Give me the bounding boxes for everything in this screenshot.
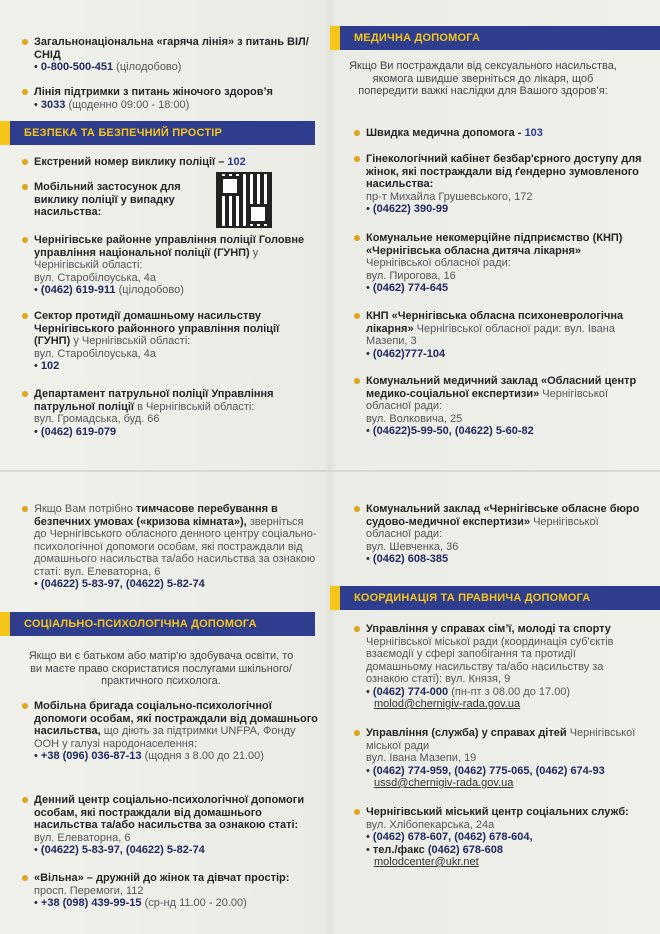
section-title: БЕЗПЕКА ТА БЕЗПЕЧНИЙ ПРОСТІР	[24, 127, 223, 139]
fax-number[interactable]: (0462) 678-608	[427, 843, 504, 856]
entry-title: Мобільна бригада соціально-психологічної допомоги особам, які постраждали від домашнього насильства,	[34, 700, 318, 737]
entry-title: Сектор протидії домашньому насильству Чернігівського районного управління поліції (ГУНП)	[34, 310, 280, 347]
bullet-icon	[354, 626, 360, 632]
ambulance-entry	[366, 127, 644, 140]
entry-title: Департамент патрульної поліції Управління патрульної поліції	[34, 388, 274, 413]
psychoneuro-hospital-entry: КНП «Чернігівська обласна психоневрологічна лікарня» Чернігівської обласної ради: вул. Івана Мазепи, 3 • (0462)777-104	[366, 310, 644, 360]
bullet-icon	[22, 159, 28, 165]
hours-note: (щоденно 09:00 - 18:00)	[68, 98, 190, 111]
entry-title: Управління у справах сім’ї, молоді та спорту	[366, 623, 611, 635]
forensic-bureau-entry: Комунальний заклад «Чернігівське обласне бюро судово-медичної експертизи» Чернігівської обласної ради: вул. Шевченка, 36 • (0462) 608-385	[366, 503, 644, 566]
entry-desc: Чернігівської обласної ради:	[366, 387, 608, 412]
email-link[interactable]: molod@chernigiv-rada.gov.ua	[374, 698, 521, 710]
mobile-brigade-entry: Мобільна бригада соціально-психологічної допомоги особам, які постраждали від домашнього насильства, що діють за підтримки UNFPA, Фонду ООН у галузі народонаселення: • +38 (096) 036-87-13 (щодня з 8.00 до 21.00)	[34, 700, 318, 763]
email-link[interactable]: molodcenter@ukr.net	[374, 856, 479, 868]
section-band-psych	[0, 612, 315, 636]
medical-expertise-entry: Комунальний медичний заклад «Обласний центр медико-соціальної експертизи» Чернігівської обласної ради: вул. Волковича, 25 • (04622)5-99-50, (04622) 5-60-82	[366, 375, 644, 438]
bullet-icon	[22, 797, 28, 803]
domestic-violence-sector-entry: Сектор протидії домашньому насильству Чернігівського районного управління поліції (ГУНП) у Чернігівській області: вул. Старобілоуська, 4а • 102	[34, 310, 318, 373]
hours-note: (щодня з 8.00 до 21.00)	[144, 750, 264, 762]
police-app-entry	[34, 181, 204, 219]
phone-number[interactable]: +38 (098) 439-99-15	[40, 897, 142, 909]
district-police-entry: Чернігівське районне управління поліції Головне управління національної поліції (ГУНП) у Чернігівській області: вул. Старобілоуська, 4а • (0462) 619-911 (цілодобово)	[34, 234, 318, 297]
entry-desc: що діють за підтримки UNFPA, Фонду ООН у галузі народонаселення:	[34, 725, 296, 750]
band-stripe	[0, 612, 10, 636]
phone-number[interactable]: +38 (096) 036-87-13	[40, 750, 142, 762]
address: вул. Старобілоуська, 4а	[34, 347, 157, 360]
address: вул. Старобілоуська, 4а	[34, 271, 157, 284]
address: вул. Пирогова, 16	[366, 269, 456, 282]
bullet-icon	[354, 506, 360, 512]
phone-number[interactable]: (0462) 774-959, (0462) 775-065, (0462) 674-93	[372, 764, 605, 777]
entry-title: Швидка медична допомога -	[366, 127, 522, 139]
phone-number[interactable]: (04622) 390-99	[372, 203, 449, 215]
phone-number[interactable]: 102	[40, 360, 60, 372]
entry-title: Комунальний заклад «Чернігівське обласне бюро судово-медичної експертизи»	[366, 503, 640, 528]
phone-number[interactable]: (04622) 5-83-97, (04622) 5-82-74	[40, 578, 205, 590]
entry-title: Загальнонаціональна «гаряча лінія» з питань ВІЛ/СНІД	[34, 36, 309, 61]
phone-number[interactable]: 3033	[40, 98, 66, 111]
section-intro: Якщо ви є батьком або матір'ю здобувача освіти, то ви маєте право скористатися послугами шкільного/практичного психолога.	[28, 650, 294, 687]
address: просп. Перемоги, 112	[34, 884, 144, 897]
entry-pre: Якщо Вам потрібно	[34, 503, 133, 515]
entry-title: «Вільна» – дружній до жінок та дівчат простір:	[34, 872, 290, 884]
bullet-icon	[22, 875, 28, 881]
hours-note: (ср-нд 11.00 - 20.00)	[144, 897, 247, 909]
bullet-icon	[22, 89, 28, 95]
bullet-icon	[22, 391, 28, 397]
police-emergency-entry	[34, 156, 318, 169]
section-band-safety	[0, 121, 315, 145]
entry-desc: в Чернігівській області:	[137, 400, 255, 413]
day-center-entry: Денний центр соціально-психологічної допомоги особам, які постраждали від домашнього насильства та/або насильства за ознакою статі: вул. Елеваторна, 6 • (04622) 5-83-97, (04622) 5-82-74	[34, 794, 318, 857]
band-stripe	[330, 586, 340, 610]
phone-number[interactable]: (0462) 774-000	[372, 685, 449, 698]
entry-title: Чернігівське районне управління поліції Головне управління національної поліції (ГУНП)	[34, 234, 305, 259]
entry-title: Комунальний медичний заклад «Обласний центр медико-соціальної експертизи»	[366, 375, 637, 400]
entry-desc: зверніться до Чернігівського обласного денного центру соціально-психологічної допомоги особам, які постраждали від домашнього насильства та/або насильства за ознакою статі: вул. Елеваторна, 6	[34, 515, 317, 578]
bullet-icon	[354, 809, 360, 815]
entry-desc: Чернігівської обласної ради:	[366, 515, 599, 540]
patrol-police-entry: Департамент патрульної поліції Управління патрульної поліції в Чернігівській області: вул. Громадська, буд. 66 • (0462) 619-079	[34, 388, 318, 438]
bullet-icon	[354, 235, 360, 241]
phone-number[interactable]: (0462) 619-911	[40, 284, 116, 296]
phone-number[interactable]: (0462)777-104	[372, 347, 446, 360]
crisis-room-entry: Якщо Вам потрібно тимчасове перебування в безпечних умовах («кризова кімната»), зверніться до Чернігівського обласного денного центру соціально-психологічної допомоги особам, які постраждали від домашнього насильства та/або насильства за ознакою статі: вул. Елеваторна, 6 • (04622) 5-83-97, (04622) 5-82-74	[34, 503, 318, 591]
entry-title: тимчасове перебування в безпечних умовах («кризова кімната»),	[34, 503, 278, 528]
entry-desc: Чернігівської обласної ради: вул. Івана Мазепи, 3	[366, 322, 615, 347]
fold-line	[0, 470, 660, 472]
entry-title: КНП «Чернігівська обласна психоневрологічна лікарня»	[366, 310, 624, 335]
entry-desc: у Чернігівській області:	[73, 335, 191, 347]
bullet-icon	[354, 313, 360, 319]
hours-note: (цілодобово)	[118, 284, 184, 296]
entry-title: Мобільний застосунок для виклику поліції у випадку насильства:	[34, 181, 181, 218]
phone-number[interactable]: (0462) 608-385	[372, 553, 449, 565]
address: вул. Громадська, буд. 66	[34, 413, 160, 425]
family-youth-dept-entry: Управління у справах сім’ї, молоді та спорту Чернігівської міської ради (координація суб'єктів взаємодії у сфері запобігання та протидії домашньому насильству та/або насильству за ознакою статі): вул. Князя, 9 • (0462) 774-000 (пн-пт з 08.00 до 17.00) molod@chernigiv-rada.gov.ua	[366, 623, 644, 711]
address: вул. Елеваторна, 6	[34, 831, 131, 844]
email-link[interactable]: ussd@chernigiv-rada.gov.ua	[374, 777, 514, 789]
section-title: МЕДИЧНА ДОПОМОГА	[354, 32, 481, 44]
gynecology-entry: Гінекологічний кабінет безбар'єрного доступу для жінок, які постраждали від ґендерно зумовленого насильства: пр-т Михайла Грушевського, 172 • (04622) 390-99	[366, 153, 644, 216]
bullet-icon	[354, 156, 360, 162]
section-title: КООРДИНАЦІЯ ТА ПРАВНИЧА ДОПОМОГА	[354, 592, 591, 604]
phone-number[interactable]: (04622)5-99-50, (04622) 5-60-82	[372, 425, 534, 437]
hours-note: (пн-пт з 08.00 до 17.00)	[451, 685, 571, 698]
children-service-entry: Управління (служба) у справах дітей Чернігівської міської ради вул. Івана Мазепи, 19 • (0462) 774-959, (0462) 775-065, (0462) 674-93 ussd@chernigiv-rada.gov.ua	[366, 727, 644, 790]
bullet-icon	[22, 237, 28, 243]
entry-title: Управління (служба) у справах дітей	[366, 727, 567, 739]
section-band-coordination	[330, 586, 660, 610]
women-health-entry: Лінія підтримки з питань жіночого здоров’я • 3033 (щоденно 09:00 - 18:00)	[34, 86, 318, 111]
phone-number[interactable]: (0462) 619-079	[40, 425, 117, 438]
address: вул. Шевченка, 36	[366, 540, 459, 553]
hiv-hotline-entry: Загальнонаціональна «гаряча лінія» з питань ВІЛ/СНІД • 0-800-500-451 (цілодобово)	[34, 36, 318, 74]
phone-number[interactable]: 103	[524, 127, 543, 139]
entry-desc: у Чернігівській області:	[34, 246, 259, 271]
bullet-icon	[22, 506, 28, 512]
bullet-icon	[22, 184, 28, 190]
entry-title: Гінекологічний кабінет безбар'єрного доступу для жінок, які постраждали від ґендерно зумовленого насильства:	[366, 153, 642, 190]
entry-title: Денний центр соціально-психологічної допомоги особам, які постраждали від домашнього насильства та/або насильства за ознакою статі:	[34, 794, 305, 831]
phone-number[interactable]: 0-800-500-451	[40, 61, 114, 73]
bullet-icon	[354, 130, 360, 136]
entry-desc: Чернігівської міської ради (координація суб'єктів взаємодії у сфері запобігання та протидії домашньому насильству та/або насильству за ознакою статі): вул. Князя, 9	[366, 635, 614, 685]
section-title: СОЦІАЛЬНО-ПСИХОЛОГІЧНА ДОПОМОГА	[24, 618, 257, 630]
phone-number[interactable]: (0462) 678-607, (0462) 678-604,	[372, 831, 533, 843]
social-services-entry: Чернігівський міський центр соціальних служб: вул. Хлібопекарська, 24а • (0462) 678-607, (0462) 678-604, • тел./факс (0462) 678-608 molodcenter@ukr.net	[366, 806, 644, 869]
phone-number[interactable]: (0462) 774-645	[372, 282, 449, 294]
band-stripe	[330, 26, 340, 50]
section-intro: Якщо Ви постраждали від сексуального насильства, якомога швидше зверніться до лікаря, щоб попередити важкі наслідки для Вашого здоров’я:	[349, 60, 617, 97]
address: пр-т Михайла Грушевського, 172	[366, 190, 533, 203]
qr-code-icon[interactable]	[216, 172, 272, 228]
vilna-space-entry: «Вільна» – дружній до жінок та дівчат простір: просп. Перемоги, 112 • +38 (098) 439-99-15 (ср-нд 11.00 - 20.00)	[34, 872, 318, 910]
section-band-medical	[330, 26, 660, 50]
entry-desc: Чернігівської обласної ради:	[366, 257, 511, 269]
phone-number[interactable]: 102	[227, 156, 246, 168]
bullet-icon	[22, 313, 28, 319]
address: вул. Хлібопекарська, 24а	[366, 818, 495, 831]
address: вул. Волковича, 25	[366, 412, 463, 425]
bullet-icon	[354, 378, 360, 384]
entry-title: Чернігівський міський центр соціальних служб:	[366, 806, 629, 818]
fax-label: тел./факс	[372, 843, 425, 856]
entry-title: Комунальне некомерційне підприємство (КНП) «Чернігівська обласна дитяча лікарня»	[366, 232, 623, 257]
children-hospital-entry: Комунальне некомерційне підприємство (КНП) «Чернігівська обласна дитяча лікарня» Чернігівської обласної ради: вул. Пирогова, 16 • (0462) 774-645	[366, 232, 644, 295]
entry-desc: Чернігівської міської ради	[366, 727, 636, 752]
bullet-icon	[22, 703, 28, 709]
band-stripe	[0, 121, 10, 145]
entry-title: Екстрений номер виклику поліції –	[34, 156, 225, 168]
bullet-icon	[354, 730, 360, 736]
entry-title: Лінія підтримки з питань жіночого здоров’я	[34, 86, 273, 98]
hours-note: (цілодобово)	[116, 61, 182, 73]
bullet-icon	[22, 39, 28, 45]
phone-number[interactable]: (04622) 5-83-97, (04622) 5-82-74	[40, 844, 205, 856]
address: вул. Івана Мазепи, 19	[366, 752, 477, 764]
